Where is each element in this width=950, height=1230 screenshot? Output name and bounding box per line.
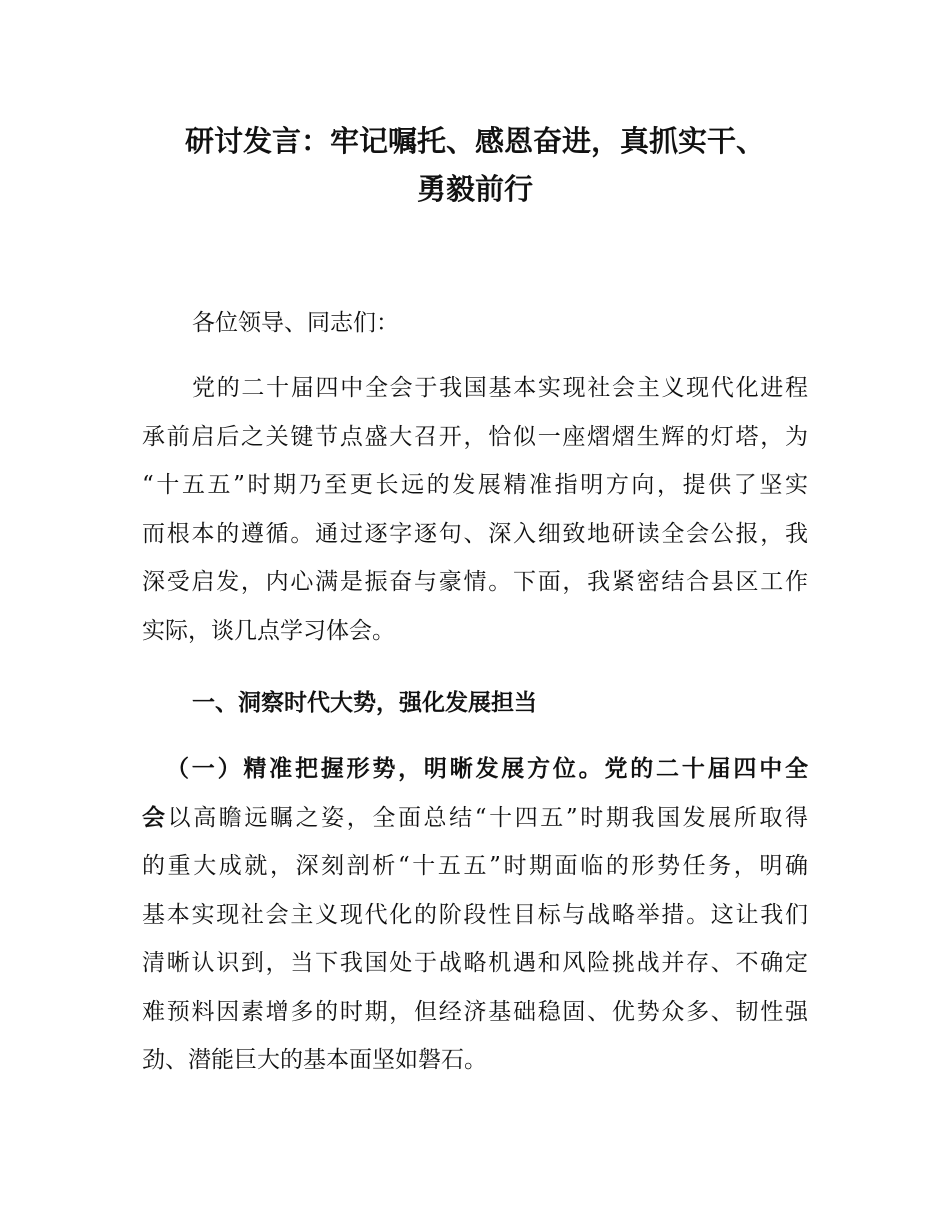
paragraph-line: 党的二十届四中全会于我国基本实现社会主义现代化进程	[192, 375, 808, 401]
document-title	[0, 117, 950, 213]
subsection-heading-line: （一）精准把握形势，明晰发展方位。党的二十届四中全	[166, 756, 808, 782]
paragraph-line: 的重大成就，深刻剖析“十五五”时期面临的形势任务，明确	[142, 853, 808, 879]
paragraph-line	[142, 794, 808, 843]
paragraph-line: 劲、潜能巨大的基本面坚如磐石。	[142, 1047, 487, 1073]
bold-run: 会	[142, 804, 168, 831]
greeting-text: 各位领导、同志们：	[192, 310, 399, 336]
greeting	[142, 299, 808, 348]
paragraph-line: 深受启发，内心满是振奋与豪情。下面，我紧密结合县区工作	[142, 569, 808, 595]
paragraph-line: 清晰认识到，当下我国处于战略机遇和风险挑战并存、不确定	[142, 950, 808, 976]
paragraph-line: 承前启后之关键节点盛大召开，恰似一座熠熠生辉的灯塔，为	[142, 423, 808, 450]
paragraph-line: 难预料因素增多的时期，但经济基础稳固、优势众多、韧性强	[142, 998, 808, 1025]
paragraph-line: 基本实现社会主义现代化的阶段性目标与战略举措。这让我们	[142, 901, 808, 928]
paragraph-line: 而根本的遵循。通过逐字逐句、深入细致地研读全会公报，我	[142, 520, 808, 547]
title-line-1: 研讨发言：牢记嘱托、感恩奋进，真抓实干、	[184, 124, 765, 158]
section-1-heading: 一、洞察时代大势，强化发展担当	[192, 690, 537, 716]
paragraph-line: “十五五”时期乃至更长远的发展精准指明方向，提供了坚实	[142, 472, 808, 498]
paragraph-line: 实际，谈几点学习体会。	[142, 617, 395, 644]
intro-paragraph	[142, 364, 808, 655]
title-line-2: 勇毅前行	[416, 172, 533, 206]
text-run: 以高瞻远瞩之姿，全面总结“十四五”时期我国发展所取得	[167, 804, 808, 831]
section-heading	[142, 679, 808, 728]
subsection-paragraph	[142, 745, 808, 1085]
